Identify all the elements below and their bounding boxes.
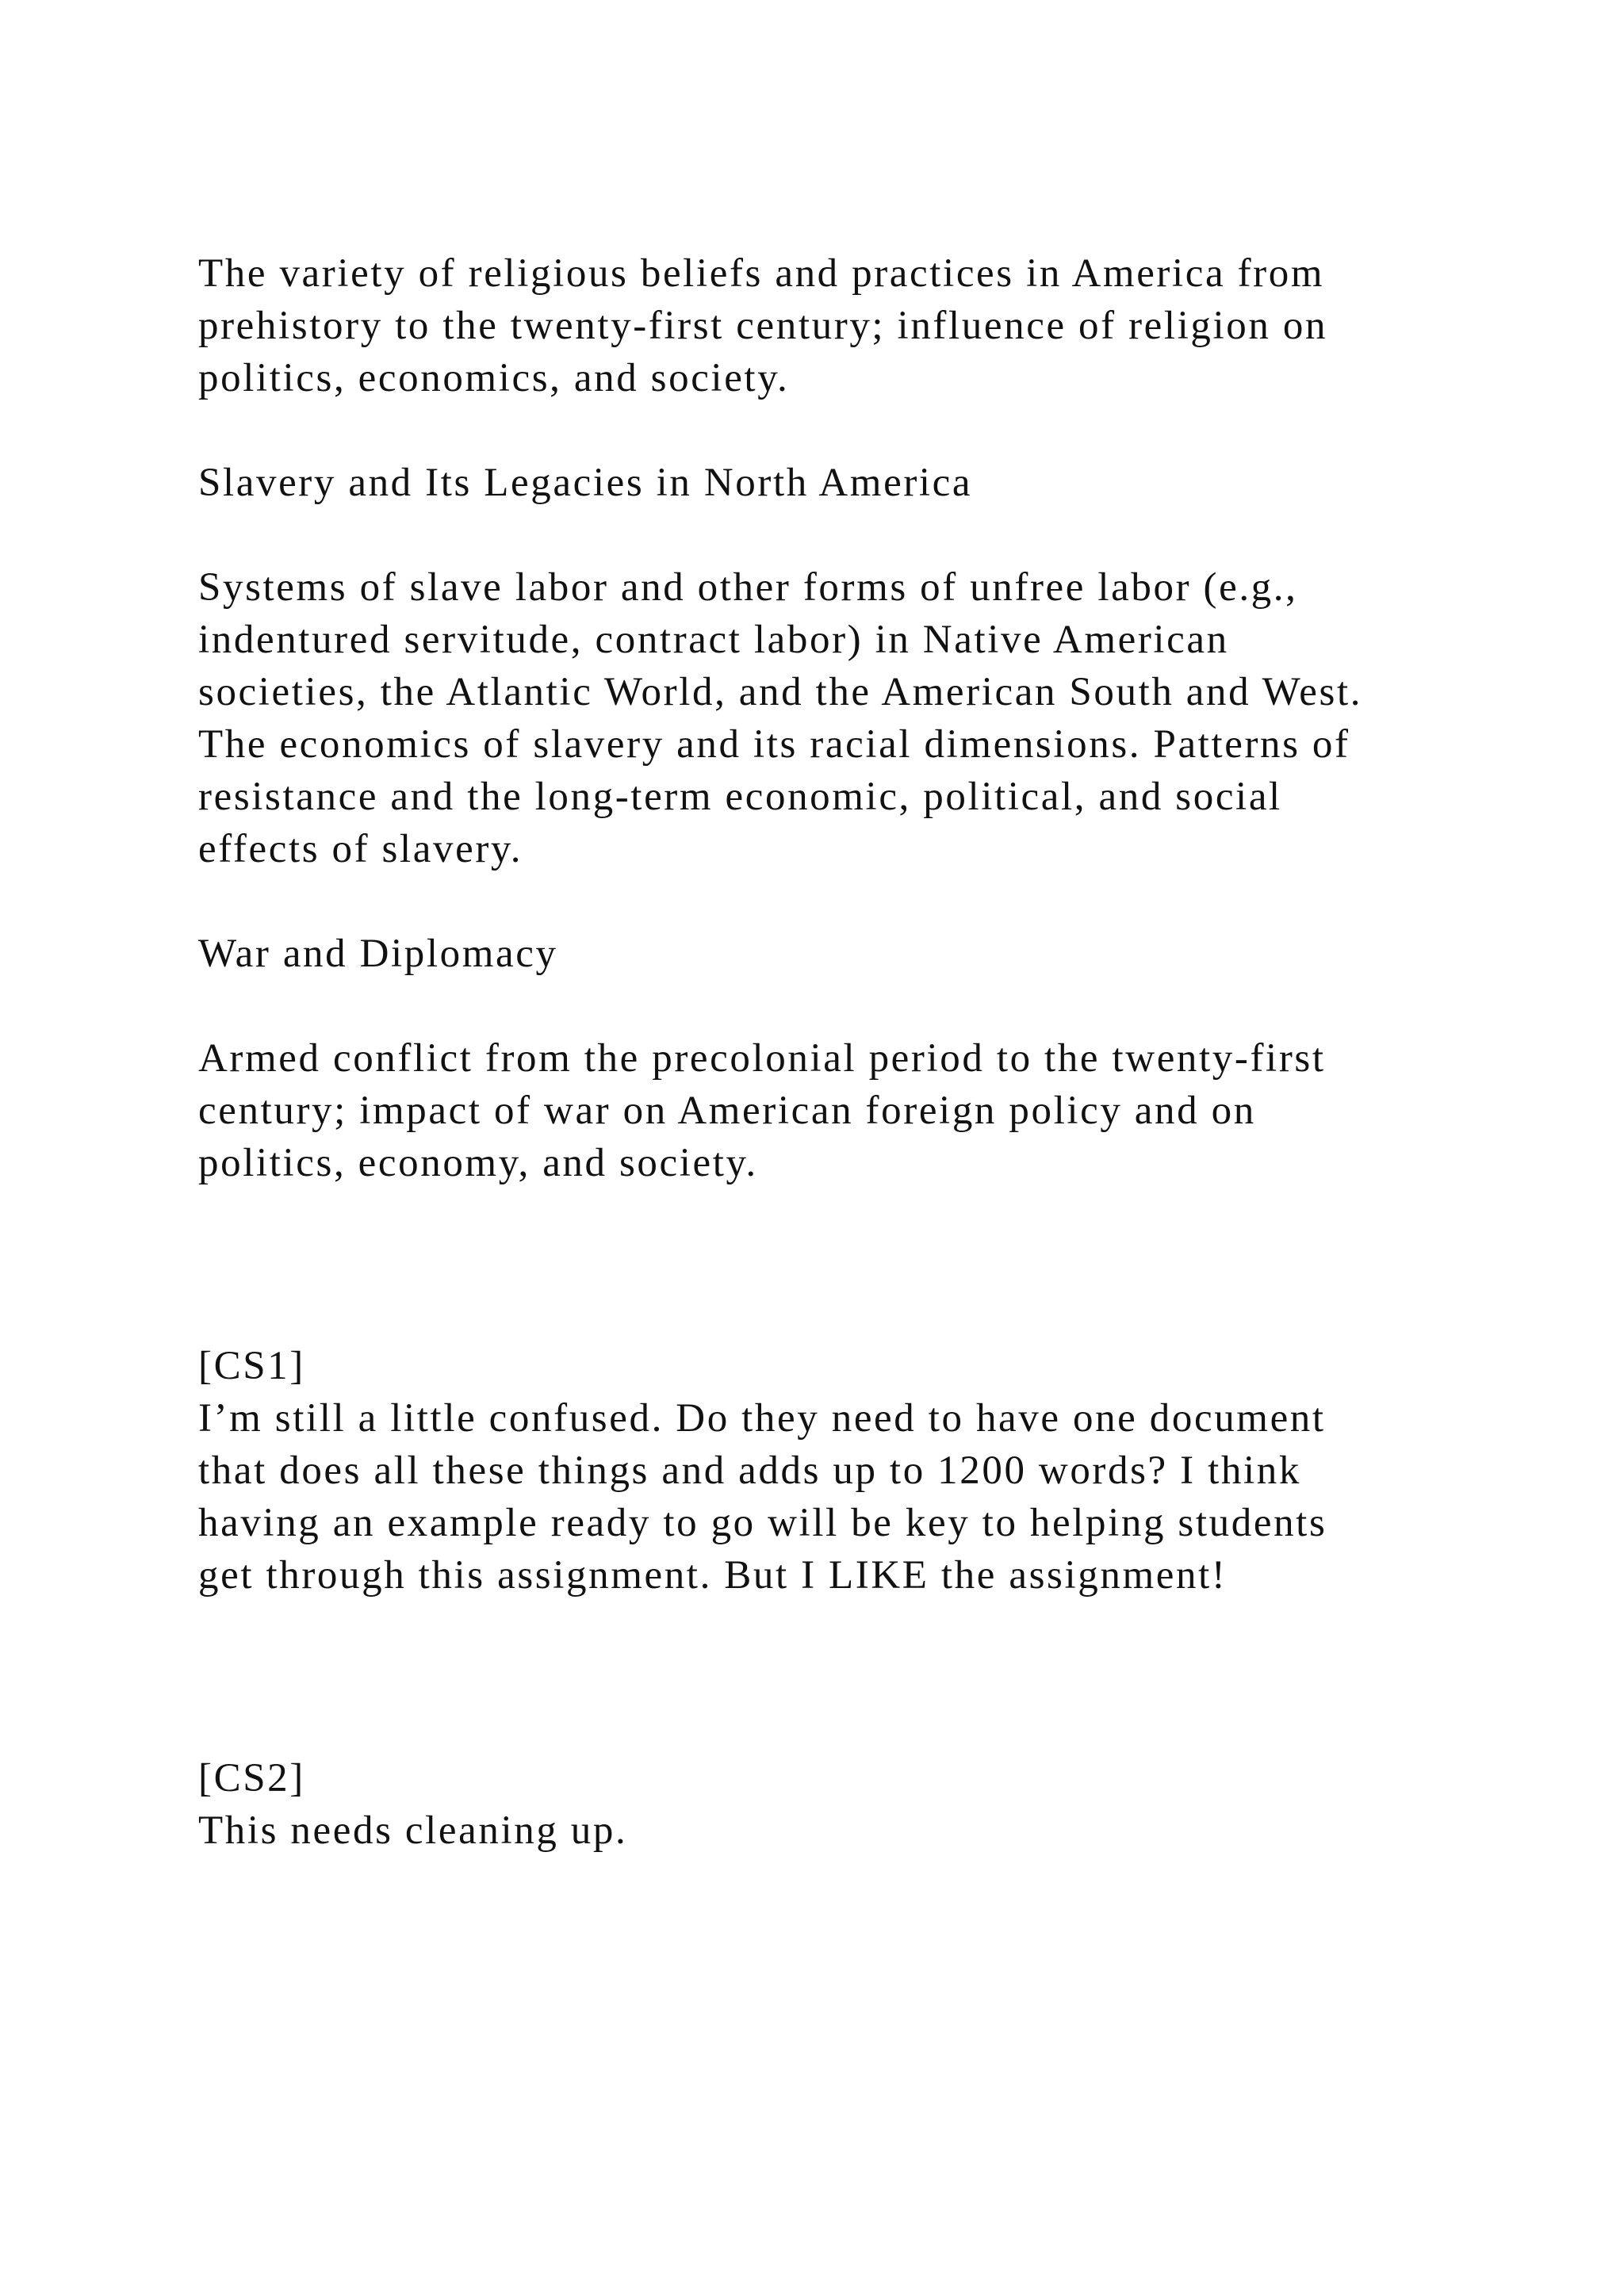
comment-label: [CS1] <box>198 1344 305 1388</box>
slavery-description-line: effects of slavery. <box>198 827 523 871</box>
comment-label: [CS2] <box>198 1756 305 1800</box>
war-description-line: century; impact of war on American foreign policy and on <box>198 1089 1256 1133</box>
religion-description-line: The variety of religious beliefs and practices in America from <box>198 251 1325 296</box>
religion-description-line: prehistory to the twenty-first century; influence of religion on <box>198 304 1328 348</box>
religion-description-line: politics, economics, and society. <box>198 356 790 400</box>
slavery-description-line: societies, the Atlantic World, and the American South and West. <box>198 670 1363 714</box>
comment-text-line: This needs cleaning up. <box>198 1808 628 1853</box>
comment-text-line: that does all these things and adds up to 1200 words? I think <box>198 1448 1301 1493</box>
slavery-description-line: The economics of slavery and its racial dimensions. Patterns of <box>198 722 1350 767</box>
slavery-description-line: indentured servitude, contract labor) in Native American <box>198 618 1229 662</box>
slavery-heading: Slavery and Its Legacies in North America <box>198 461 973 505</box>
slavery-description-line: Systems of slave labor and other forms of unfree labor (e.g., <box>198 565 1298 610</box>
comment-text-line: I’m still a little confused. Do they need to have one document <box>198 1396 1326 1441</box>
war-description-line: Armed conflict from the precolonial period to the twenty-first <box>198 1036 1326 1081</box>
comment-text-line: having an example ready to go will be key to helping students <box>198 1501 1327 1545</box>
war-description-line: politics, economy, and society. <box>198 1141 758 1185</box>
slavery-description-line: resistance and the long-term economic, political, and social <box>198 775 1282 819</box>
comment-text-line: get through this assignment. But I LIKE the assignment! <box>198 1553 1228 1598</box>
war-heading: War and Diplomacy <box>198 932 558 976</box>
